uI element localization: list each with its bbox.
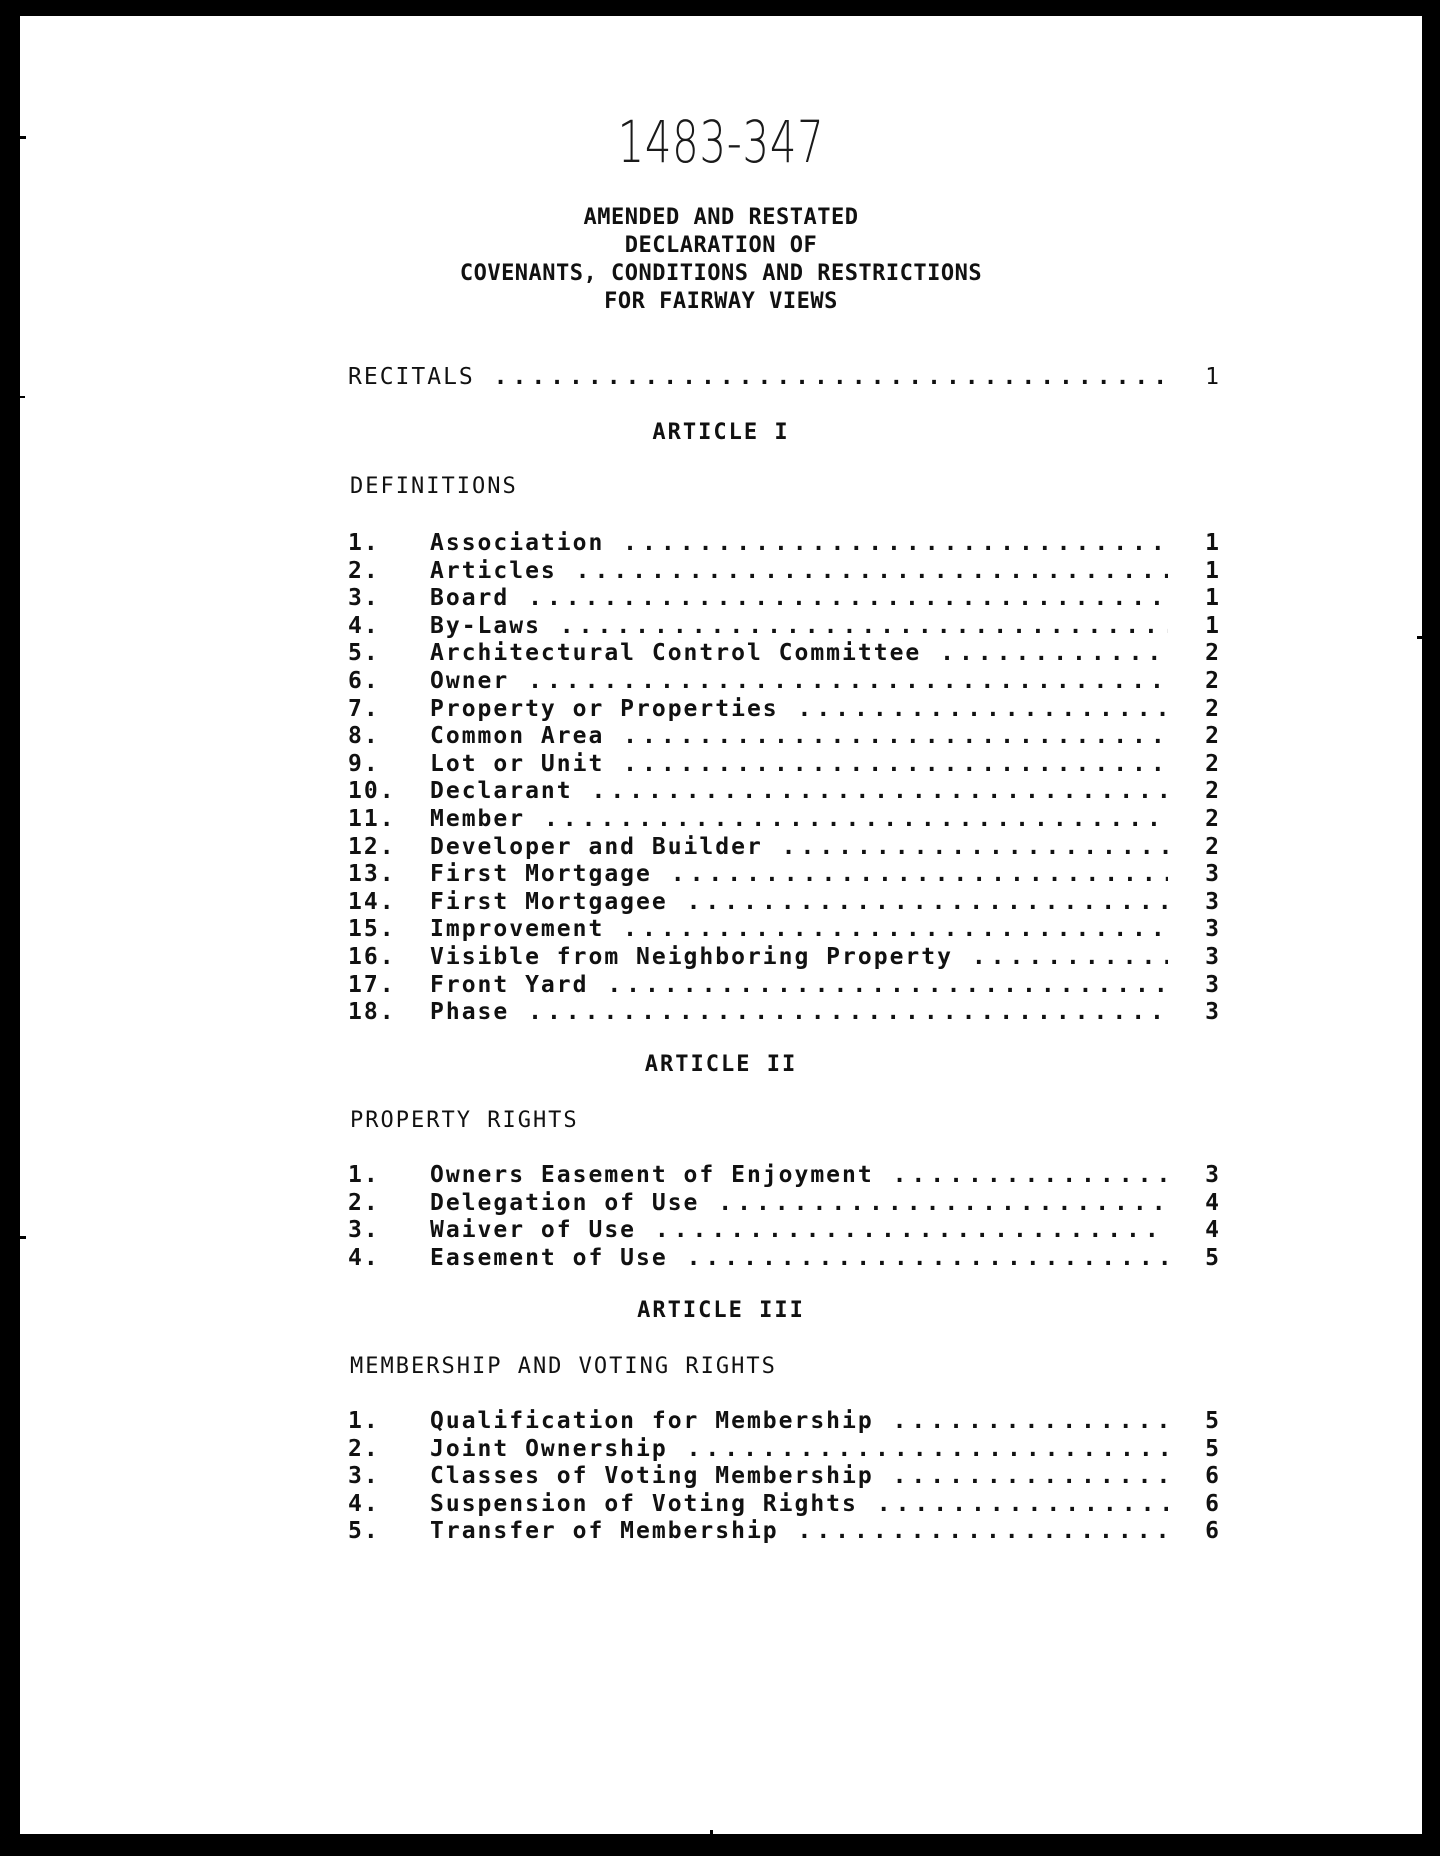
toc-page-number: 1 [1205, 364, 1221, 390]
toc-page-number: 4 [1205, 1189, 1221, 1216]
toc-entry-number: 3. [348, 1217, 380, 1244]
document-page [20, 16, 1422, 1834]
title-line: DECLARATION OF [624, 233, 818, 258]
toc-page-number: 1 [1205, 557, 1221, 584]
toc-entry-number: 3. [348, 585, 380, 612]
toc-entry-number: 1. [348, 1408, 380, 1434]
section-heading: DEFINITIONS [350, 474, 518, 499]
toc-row [348, 585, 1228, 613]
toc-entry-label: Architectural Control Committee ..... [430, 640, 1168, 668]
toc-entry-label: Owners Easement of Enjoyment ..... [430, 1162, 1168, 1190]
toc-page-number: 2 [1205, 667, 1221, 694]
toc-entry-label: Member ..... [430, 806, 1168, 834]
toc-page-number: 3 [1205, 943, 1221, 970]
toc-row [348, 916, 1228, 944]
title-line: AMENDED AND RESTATED [583, 205, 859, 230]
toc-row [348, 861, 1228, 889]
toc-row [348, 1408, 1228, 1436]
toc-page-number: 3 [1205, 1162, 1221, 1188]
toc-row [348, 778, 1228, 806]
scan-speck [20, 1236, 26, 1239]
toc-row [348, 1436, 1228, 1464]
article-heading: ARTICLE III [637, 1298, 805, 1323]
toc-page-number: 3 [1205, 916, 1221, 943]
toc-page-number: 1 [1205, 585, 1221, 612]
toc-row [348, 999, 1228, 1027]
toc-entry-number: 1. [348, 530, 380, 556]
toc-row [348, 696, 1228, 724]
toc-page-number: 2 [1205, 778, 1221, 805]
toc-entry-label: Common Area ..... [430, 723, 1168, 751]
toc-entry-label: Delegation of Use ..... [430, 1190, 1168, 1218]
toc-page-number: 5 [1205, 1244, 1221, 1271]
toc-page-number: 3 [1205, 888, 1221, 915]
toc-entry-number: 8. [348, 723, 380, 750]
section-heading: PROPERTY RIGHTS [350, 1108, 579, 1133]
toc-entry-number: 4. [348, 1244, 380, 1271]
toc-entry-label: Easement of Use ..... [430, 1245, 1168, 1273]
toc-entry-label: Qualification for Membership ..... [430, 1408, 1168, 1436]
toc-row [348, 1491, 1228, 1519]
toc-entry-number: 9. [348, 750, 380, 777]
toc-page-number: 3 [1205, 971, 1221, 998]
toc-entry-label: Articles ..... [430, 558, 1168, 586]
article-heading: ARTICLE II [644, 1052, 798, 1077]
toc-entry-number: 12. [348, 833, 396, 860]
toc-entry-label: Visible from Neighboring Property ..... [430, 944, 1168, 972]
toc-entry-number: 2. [348, 1189, 380, 1216]
toc-entry-number: 15. [348, 916, 396, 943]
toc-row [348, 834, 1228, 862]
toc-entry-label: Phase ..... [430, 999, 1168, 1027]
toc-entry-label: Board ..... [430, 585, 1168, 613]
toc-page-number: 2 [1205, 750, 1221, 777]
toc-entry-label: RECITALS ..... [348, 362, 1168, 392]
toc-entry-label: Association ..... [430, 530, 1168, 558]
toc-entry-number: 2. [348, 557, 380, 584]
toc-page-number: 2 [1205, 723, 1221, 750]
toc-entry-number: 7. [348, 695, 380, 722]
scan-speck [20, 136, 26, 139]
article-heading: ARTICLE I [652, 420, 790, 445]
scan-speck [20, 396, 25, 398]
toc-entry-number: 13. [348, 861, 396, 888]
toc-entry-label: Suspension of Voting Rights ..... [430, 1491, 1168, 1519]
scan-speck [1417, 636, 1422, 639]
toc-row [348, 1463, 1228, 1491]
toc-entry-number: 17. [348, 971, 396, 998]
toc-entry-label: First Mortgagee ..... [430, 889, 1168, 917]
toc-row [348, 613, 1228, 641]
toc-row [348, 668, 1228, 696]
toc-entry-label: Waiver of Use ..... [430, 1217, 1168, 1245]
toc-row [348, 640, 1228, 668]
toc-entry-number: 4. [348, 1490, 380, 1517]
toc-entry-label: Joint Ownership ..... [430, 1436, 1168, 1464]
toc-entry-label: Property or Properties ..... [430, 696, 1168, 724]
toc-entry-number: 10. [348, 778, 396, 805]
toc-entry-number: 6. [348, 667, 380, 694]
toc-page-number: 4 [1205, 1217, 1221, 1244]
toc-entry-number: 4. [348, 612, 380, 639]
toc-page-number: 3 [1205, 999, 1221, 1026]
toc-row [348, 751, 1228, 779]
toc-page-number: 1 [1205, 530, 1221, 556]
toc-page-number: 3 [1205, 861, 1221, 888]
toc-entry-label: Front Yard ..... [430, 972, 1168, 1000]
toc-page-number: 1 [1205, 612, 1221, 639]
toc-list-article-1 [348, 530, 1228, 1027]
toc-row [348, 1190, 1228, 1218]
handwritten-ref-number: 1483-347 [617, 108, 825, 176]
toc-entry-label: Owner ..... [430, 668, 1168, 696]
toc-row [348, 558, 1228, 586]
toc-entry-label: First Mortgage ..... [430, 861, 1168, 889]
title-line: COVENANTS, CONDITIONS AND RESTRICTIONS [459, 261, 983, 286]
toc-entry-number: 16. [348, 943, 396, 970]
toc-entry-label: Declarant ..... [430, 778, 1168, 806]
toc-page-number: 2 [1205, 833, 1221, 860]
toc-row [348, 1217, 1228, 1245]
toc-page-number: 6 [1205, 1490, 1221, 1517]
toc-row-recitals [348, 362, 1228, 392]
toc-row [348, 1162, 1228, 1190]
toc-entry-label: Classes of Voting Membership ..... [430, 1463, 1168, 1491]
document-title [20, 204, 1422, 316]
section-heading: MEMBERSHIP AND VOTING RIGHTS [350, 1354, 777, 1379]
toc-page-number: 2 [1205, 640, 1221, 667]
scan-speck [710, 1830, 713, 1834]
toc-page-number: 2 [1205, 695, 1221, 722]
toc-row [348, 889, 1228, 917]
toc-entry-number: 14. [348, 888, 396, 915]
toc-page-number: 6 [1205, 1463, 1221, 1490]
toc-page-number: 6 [1205, 1518, 1221, 1545]
toc-entry-label: Developer and Builder ..... [430, 834, 1168, 862]
toc-entry-number: 18. [348, 999, 396, 1026]
toc-entry-number: 5. [348, 640, 380, 667]
toc-page-number: 2 [1205, 805, 1221, 832]
toc-entry-number: 11. [348, 805, 396, 832]
toc-page-number: 5 [1205, 1408, 1221, 1434]
toc-row [348, 806, 1228, 834]
toc-list-article-3 [348, 1408, 1228, 1546]
title-line: FOR FAIRWAY VIEWS [604, 289, 838, 314]
toc-entry-number: 1. [348, 1162, 380, 1188]
toc-row [348, 723, 1228, 751]
toc-entry-label: By-Laws ..... [430, 613, 1168, 641]
toc-list-article-2 [348, 1162, 1228, 1272]
toc-entry-label: Lot or Unit ..... [430, 751, 1168, 779]
toc-row [348, 1518, 1228, 1546]
toc-entry-number: 3. [348, 1463, 380, 1490]
toc-row [348, 1245, 1228, 1273]
toc-entry-label: Improvement ..... [430, 916, 1168, 944]
toc-page-number: 5 [1205, 1435, 1221, 1462]
toc-entry-number: 5. [348, 1518, 380, 1545]
toc-entry-number: 2. [348, 1435, 380, 1462]
toc-entry-label: Transfer of Membership ..... [430, 1518, 1168, 1546]
toc-row [348, 944, 1228, 972]
toc-row [348, 530, 1228, 558]
toc-row [348, 972, 1228, 1000]
